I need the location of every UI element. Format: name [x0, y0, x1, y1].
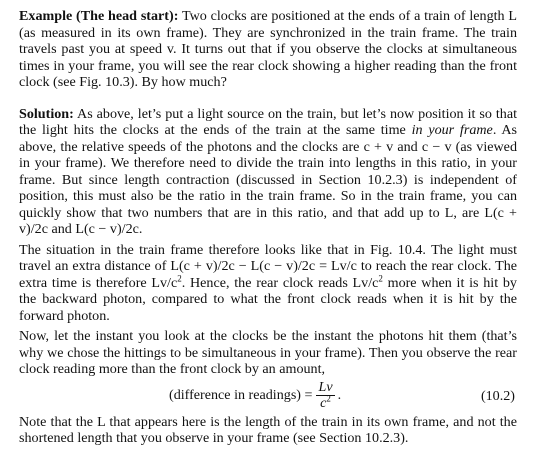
example-paragraph: [19, 8, 517, 91]
solution-text-2c: more when it is hit by the backward photon, compared to what the front clock reads when it is hit by the forward photon.: [19, 274, 517, 324]
equation-denominator: [320, 393, 331, 411]
equation-10-2: [19, 378, 517, 414]
equation-lhs: (difference in readings) =: [169, 387, 313, 403]
equation-number: (10.2): [480, 387, 515, 404]
equation-period: .: [337, 387, 342, 403]
solution-text-1a: As above, let’s put a light source on the train, but let’s now position it so that the light hits the clocks at the ends of the train at the same time: [19, 105, 517, 138]
example-text: Two clocks are positioned at the ends of a train of length L (as measured in its own frame). They are synchronized in the train frame. The train travels past you at speed v. It turns out that if you observe the clocks at simultaneous times in your frame, you will see the rear clock showing a higher reading than the front clock (see Fig. 10.3). By how much?: [19, 8, 518, 90]
example-heading: Example (The head start):: [19, 8, 179, 24]
solution-emphasis: in your frame: [411, 122, 493, 138]
solution-text-2a: The situation in the train frame therefore looks like that in Fig. 10.4. The light must travel an extra distance of L(c + v)/2c − L(c − v)/2c = Lv/c to reach the rear clock. The extra time is therefore Lv/c: [19, 241, 517, 291]
superscript: 2: [378, 272, 383, 283]
denominator-base: c: [320, 395, 327, 411]
equation-body: [169, 378, 341, 414]
solution-paragraph-1: [19, 106, 517, 238]
solution-heading: Solution:: [19, 105, 74, 122]
solution-text-2b: . Hence, the rear clock reads Lv/c: [181, 274, 379, 291]
solution-text-1b: . As above, the relative speeds of the photons and the clocks are c + v and c − v (as viewed in your frame). We therefore need to divide the train into lengths in this ratio, in your frame. But since length contraction (discussed in Section 10.2.3) is independent of position, this must also be the ratio in the train frame. So in the train frame, you can quickly show that two numbers that are in this ratio, and that add up to L, are L(c + v)/2c and L(c − v)/2c.: [19, 122, 517, 237]
superscript: 2: [177, 272, 182, 283]
solution-paragraph-2: [19, 242, 517, 325]
equation-fraction: [316, 380, 334, 411]
note-paragraph: Note that the L that appears here is the length of the train in its own frame, and not the shortened length that you observe in your frame (see Section 10.2.3).: [19, 413, 517, 446]
denominator-exponent: 2: [326, 393, 331, 404]
solution-paragraph-3: Now, let the instant you look at the clocks be the instant the photons hit them (that’s why we chose the hittings to be simultaneous in your frame). Then you observe the rear clock reading more than the front clock by an amount,: [19, 328, 517, 377]
equation-numerator: Lv: [318, 379, 333, 395]
